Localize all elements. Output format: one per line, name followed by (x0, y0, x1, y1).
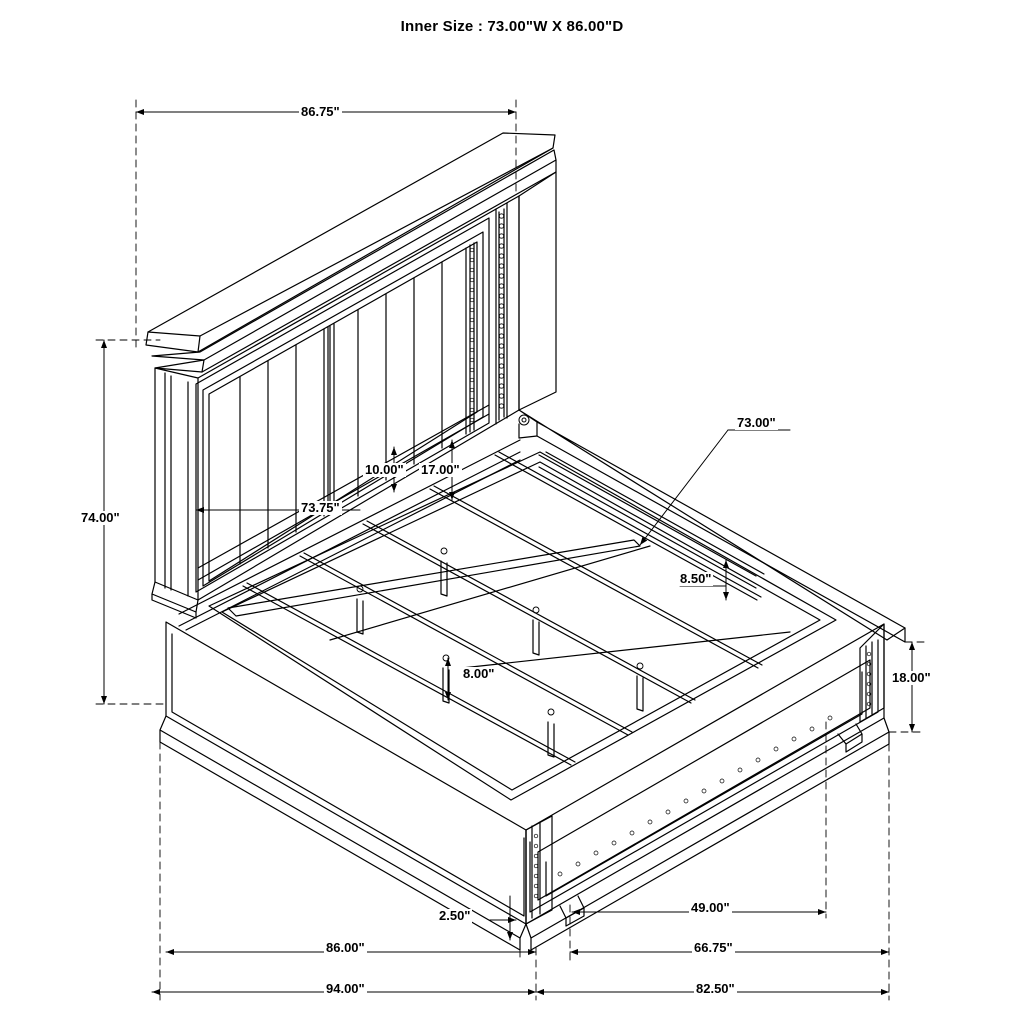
dim-label-headboard-height: 74.00" (81, 510, 120, 525)
dim-label-side-rail-49: 49.00" (691, 900, 730, 915)
dim-label-side-rail-66-75: 66.75" (694, 940, 733, 955)
dim-label-overall-length-94: 94.00" (326, 981, 365, 996)
dim-label-footboard-height-18: 18.00" (892, 670, 931, 685)
dim-label-slat-height-8: 8.00" (463, 666, 495, 681)
dim-label-rail-height-10: 10.00" (365, 462, 404, 477)
dim-label-headboard-width: 86.75" (301, 104, 340, 119)
page-title: Inner Size : 73.00"W X 86.00"D (400, 18, 624, 35)
dim-label-headboard-panel: 73.75" (301, 500, 340, 515)
dim-label-slat-gap-8-50: 8.50" (680, 571, 712, 586)
dim-label-overall-depth-82-50: 82.50" (696, 981, 735, 996)
dim-label-mattress-width-73: 73.00" (737, 415, 776, 430)
dim-label-rail-height-17: 17.00" (421, 462, 460, 477)
dim-label-base-thickness: 2.50" (439, 908, 471, 923)
dim-label-frame-length-86: 86.00" (326, 940, 365, 955)
